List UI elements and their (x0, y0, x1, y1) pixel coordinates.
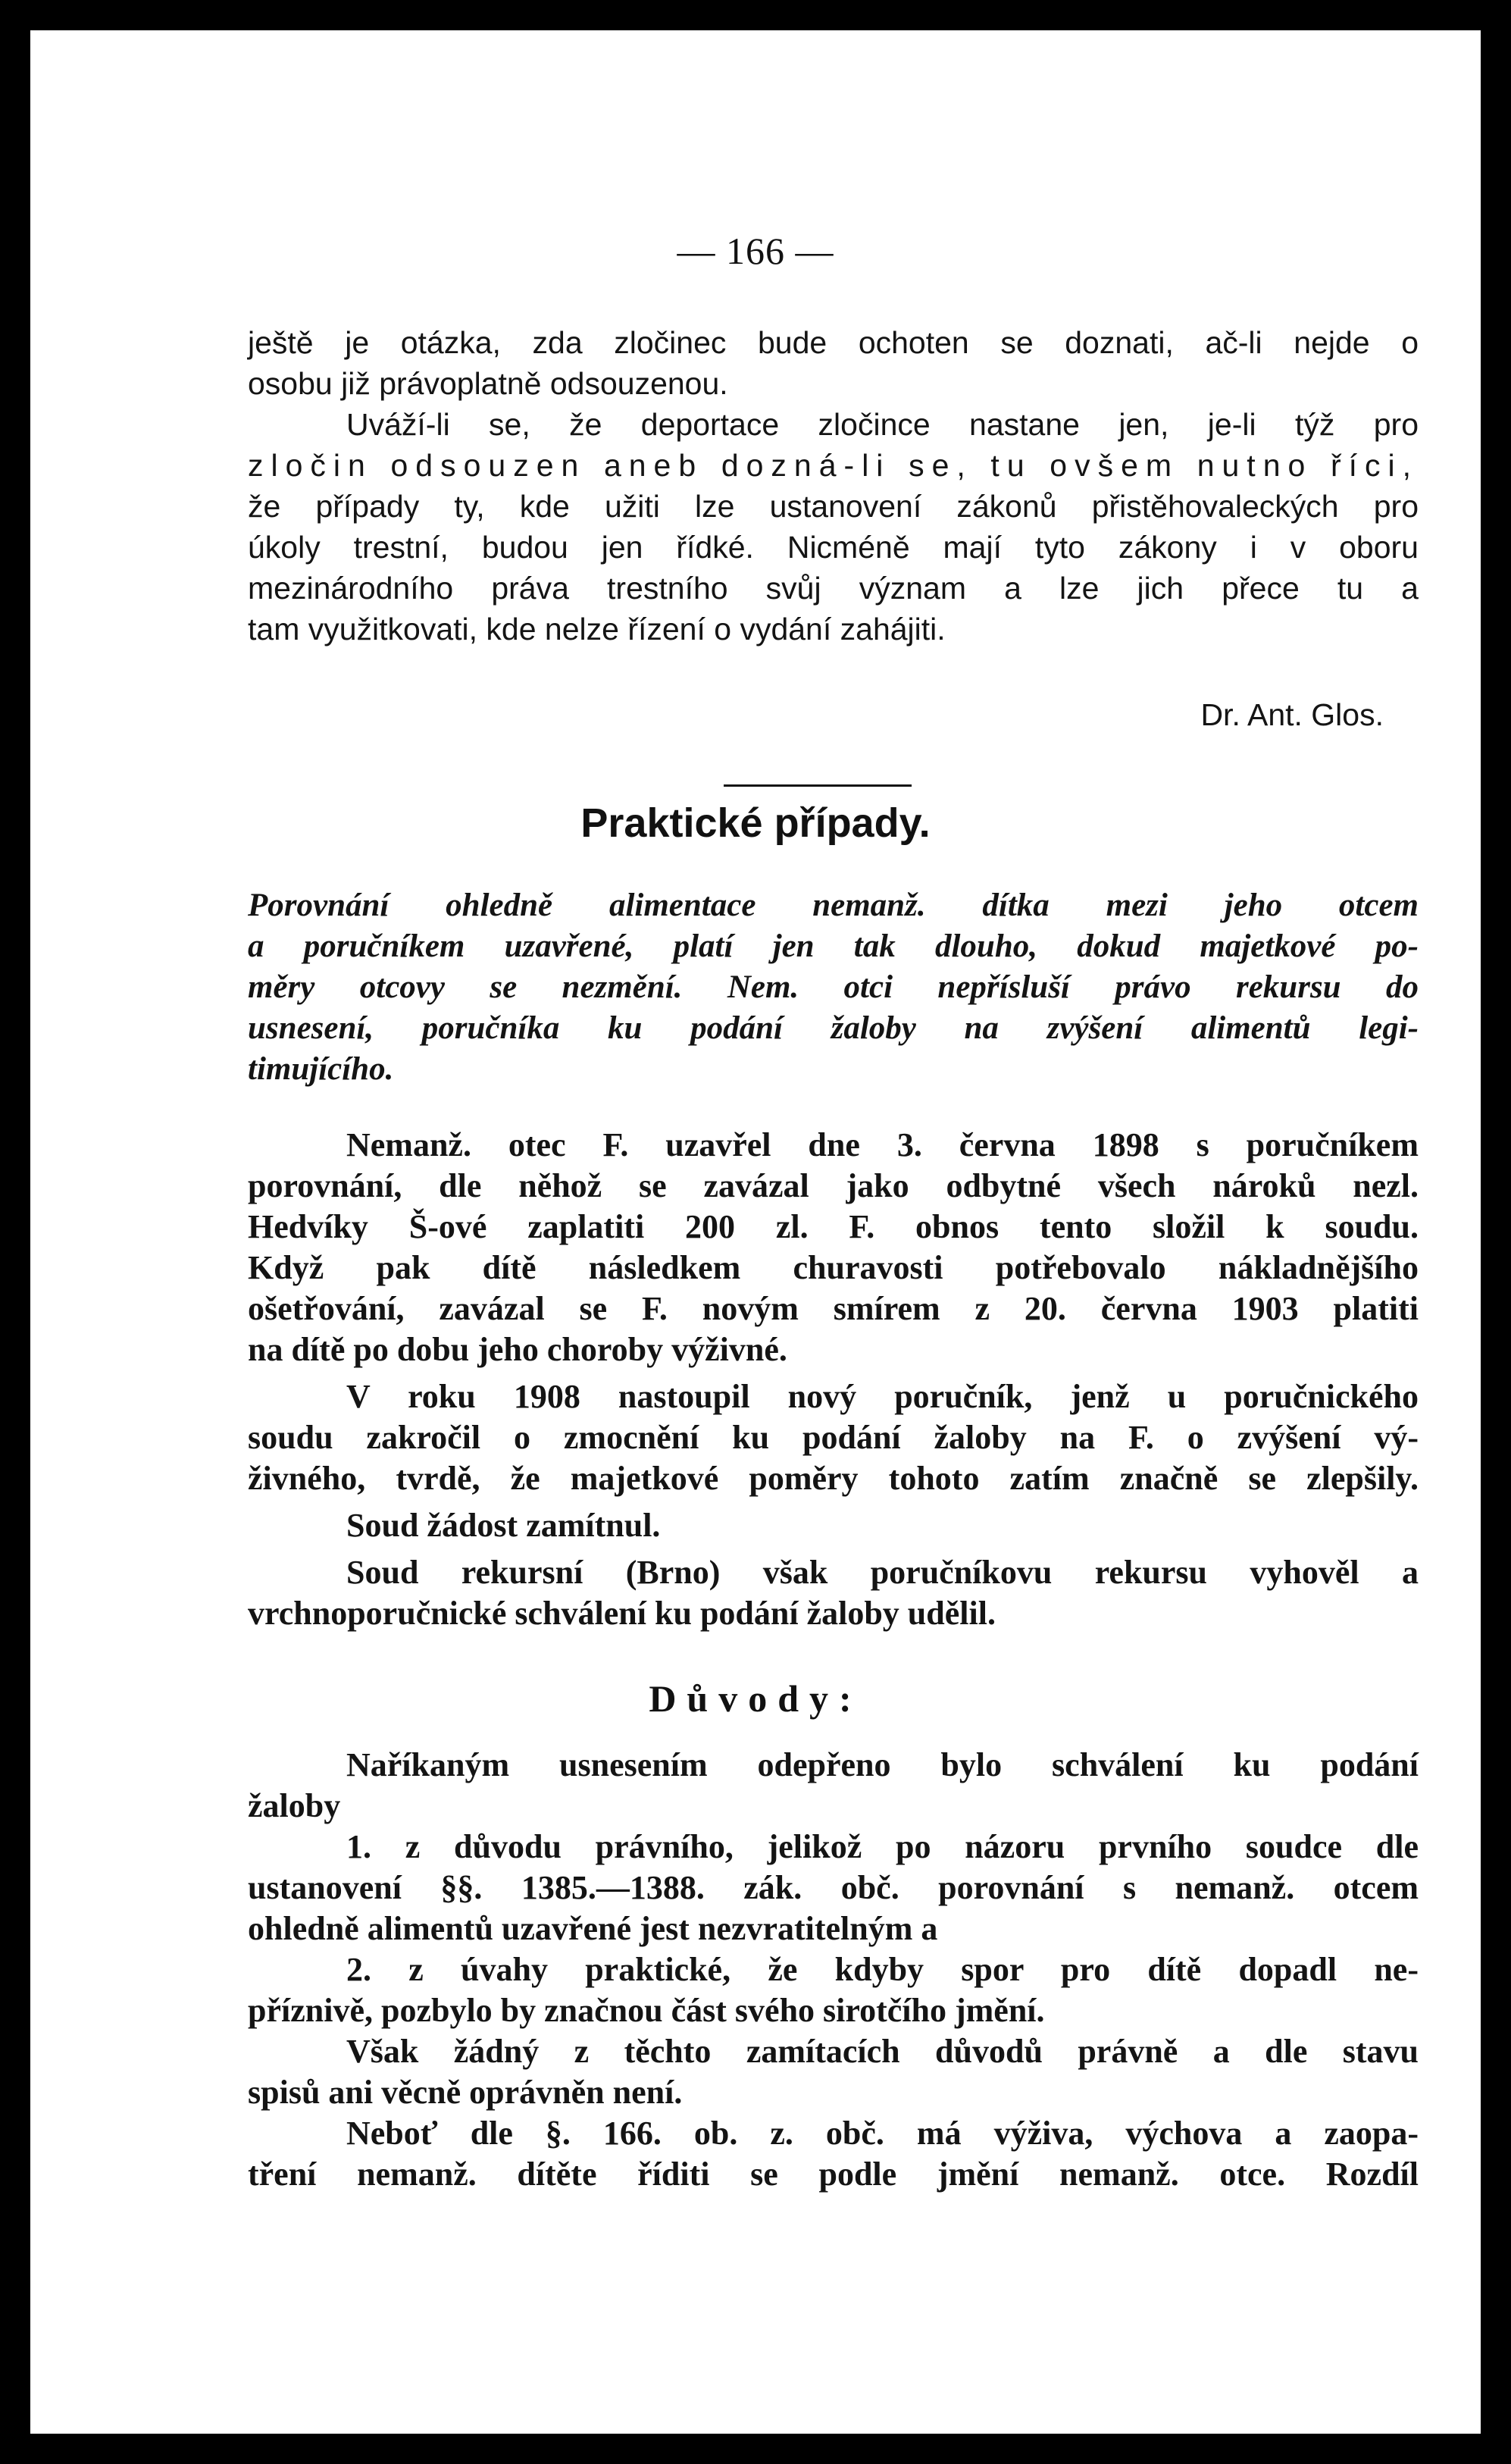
reasons-line: Však žádný z těchto zamítacích důvodů právně a dle stavu (346, 2033, 1419, 2070)
page-number-text: — 166 — (677, 230, 834, 272)
intro-line: zločin odsouzen aneb dozná-li se, tu ovšem nutno říci, (248, 448, 1419, 483)
facts-line: Soud žádost zamítnul. (346, 1507, 661, 1544)
intro-line: ještě je otázka, zda zločinec bude ochoten se doznati, ač-li nejde o (248, 325, 1419, 360)
reasons-line: Neboť dle §. 166. ob. z. obč. má výživa, výchova a zaopa- (346, 2115, 1419, 2152)
case-headnote (248, 885, 1419, 1090)
intro-line: že případy ty, kde užiti lze ustanovení zákonů přistěhovaleckých pro (248, 489, 1419, 524)
reasons-line: ohledně alimentů uzavřené jest nezvratitelným a (248, 1910, 938, 1947)
headnote-line: timujícího. (248, 1051, 394, 1087)
facts-line: V roku 1908 nastoupil nový poručník, jenž u poručnického (346, 1378, 1419, 1415)
reasons-line: příznivě, pozbylo by značnou část svého sirotčího jmění. (248, 1992, 1045, 2029)
page-number (30, 229, 1481, 273)
case-reasons (248, 1745, 1419, 2195)
reasons-line: 2. z úvahy praktické, že kdyby spor pro dítě dopadl ne- (346, 1951, 1419, 1988)
reasons-line: tření nemanž. dítěte říditi se podle jmění nemanž. otce. Rozdíl (248, 2156, 1419, 2193)
facts-line: Hedvíky Š-ové zaplatiti 200 zl. F. obnos tento složil k soudu. (248, 1208, 1419, 1245)
intro-line: úkoly trestní, budou jen řídké. Nicméně mají tyto zákony i v oboru (248, 530, 1419, 565)
facts-line: na dítě po dobu jeho choroby výživné. (248, 1331, 787, 1368)
headnote-line: a poručníkem uzavřené, platí jen tak dlouho, dokud majetkové po- (248, 928, 1419, 964)
facts-line: živného, tvrdě, že majetkové poměry tohoto zatím značně se zlepšily. (248, 1460, 1419, 1497)
intro-line: Uváží-li se, že deportace zločince nastane jen, je-li týž pro (346, 407, 1419, 442)
reasons-line: spisů ani věcně oprávněn není. (248, 2074, 683, 2111)
reasons-line: ustanovení §§. 1385.—1388. zák. obč. porovnání s nemanž. otcem (248, 1869, 1419, 1906)
facts-line: soudu zakročil o zmocnění ku podání žaloby na F. o zvýšení vý- (248, 1419, 1419, 1456)
reasons-line: 1. z důvodu právního, jelikož po názoru prvního soudce dle (346, 1828, 1419, 1865)
facts-line: porovnání, dle něhož se zavázal jako odbytné všech nároků nezl. (248, 1167, 1419, 1204)
page-sheet (30, 30, 1481, 2434)
facts-line: ošetřování, zavázal se F. novým smírem z 20. června 1903 platiti (248, 1290, 1419, 1327)
headnote-line: usnesení, poručníka ku podání žaloby na zvýšení alimentů legi- (248, 1010, 1419, 1046)
reasons-title: Důvody: (649, 1677, 862, 1720)
reasons-line: žaloby (248, 1787, 341, 1824)
intro-paragraphs (248, 322, 1419, 650)
intro-line: osobu již právoplatně odsouzenou. (248, 366, 728, 401)
facts-line: vrchnoporučnické schválení ku podání žaloby udělil. (248, 1595, 996, 1632)
section-divider (724, 784, 912, 787)
intro-line: mezinárodního práva trestního svůj význam a lze jich přece tu a (248, 571, 1419, 606)
facts-line: Soud rekursní (Brno) však poručníkovu rekursu vyhověl a (346, 1554, 1419, 1591)
facts-line: Nemanž. otec F. uzavřel dne 3. června 1898 s poručníkem (346, 1126, 1419, 1163)
intro-line: tam využitkovati, kde nelze řízení o vydání zahájiti. (248, 612, 946, 647)
case-facts (248, 1125, 1419, 1634)
headnote-line: Porovnání ohledně alimentace nemanž. dítka mezi jeho otcem (248, 888, 1419, 923)
facts-line: Když pak dítě následkem churavosti potřebovalo nákladnějšího (248, 1249, 1419, 1286)
reasons-line: Naříkaným usnesením odepřeno bylo schválení ku podání (346, 1746, 1419, 1783)
section-title: Praktické případy. (580, 800, 931, 846)
author-signature: Dr. Ant. Glos. (1200, 697, 1384, 732)
headnote-line: měry otcovy se nezmění. Nem. otci nepřísluší právo rekursu do (248, 969, 1419, 1005)
